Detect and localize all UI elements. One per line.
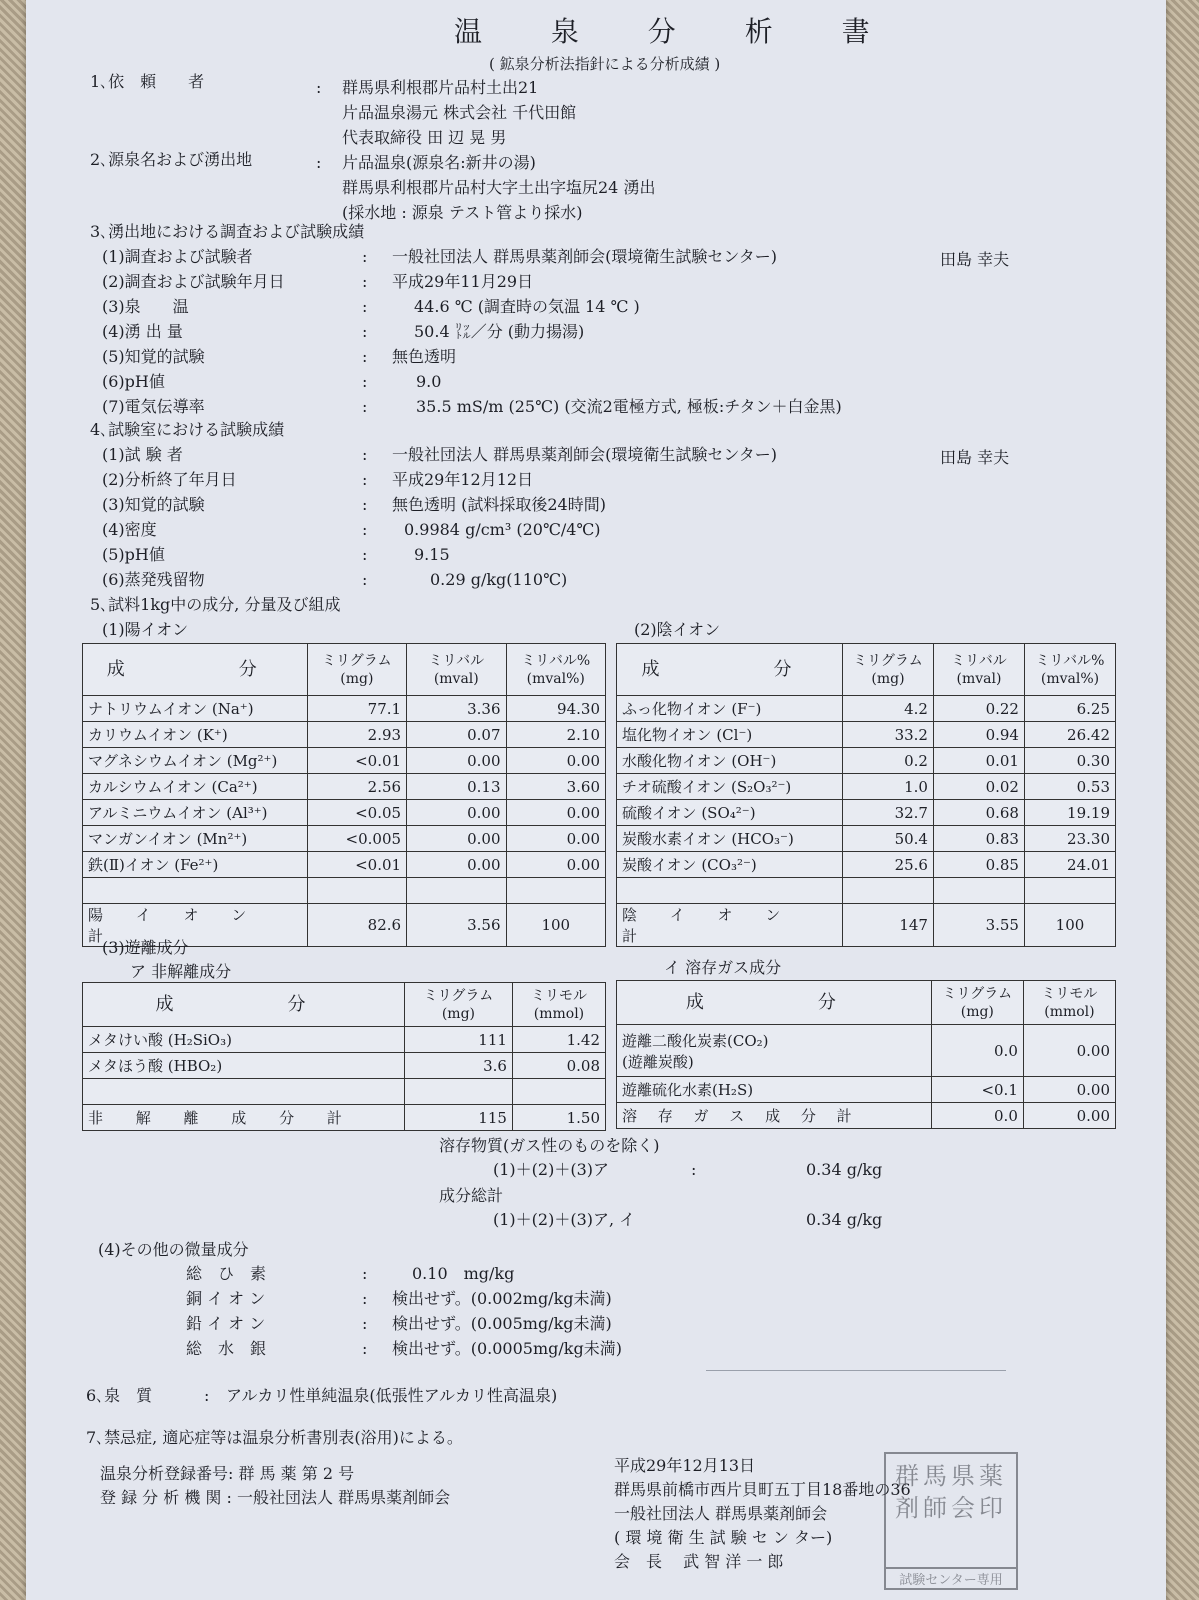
table-row (617, 1025, 1116, 1077)
col-header: 成 分 (83, 644, 308, 696)
cell-value: 0.0 (931, 1025, 1023, 1077)
table-row (83, 1079, 606, 1105)
table-row (83, 774, 606, 800)
official-seal (884, 1452, 1018, 1590)
col-header: ミリグラム (mg) (307, 644, 406, 696)
requester-colon: : (316, 78, 322, 97)
cell-value: 0.53 (1024, 774, 1115, 800)
total-components-formula: (1)＋(2)＋(3)ア, イ (493, 1210, 636, 1229)
s3-item-colon: : (362, 297, 368, 316)
s3-item-label: (3)泉 温 (102, 297, 189, 316)
s3-item-label: (1)調査および試験者 (102, 247, 253, 266)
cell-value: 115 (404, 1105, 512, 1131)
cell-value: 0.00 (506, 852, 605, 878)
seal-subtext: 試験センター専用 (886, 1567, 1016, 1588)
requester-line: 代表取締役 田 辺 晃 男 (342, 128, 507, 147)
table-row (617, 826, 1116, 852)
s4-item-colon: : (362, 470, 368, 489)
cell-value: 3.55 (933, 904, 1024, 947)
table-row (83, 852, 606, 878)
s4-item-value: 平成29年12月12日 (392, 470, 534, 489)
cell-name: アルミニウムイオン (Al³⁺) (83, 800, 308, 826)
source-line: (採水地 : 源泉 テスト管より採水) (342, 203, 583, 222)
table-total-row (83, 1105, 606, 1131)
document-subtitle: ( 鉱泉分析法指針による分析成績 ) (489, 55, 721, 73)
cell-value: 0.08 (512, 1053, 605, 1079)
trace-colon: : (362, 1339, 368, 1358)
cation-label: (1)陽イオン (102, 620, 189, 639)
cell-value: 26.42 (1024, 722, 1115, 748)
cell-value: 25.6 (842, 852, 933, 878)
cell-name: 非 解 離 成 分 計 (83, 1105, 405, 1131)
s3-item-colon: : (362, 372, 368, 391)
dissolved-gas-table (616, 980, 1116, 1129)
s4-item-colon: : (362, 520, 368, 539)
cell-value: 94.30 (506, 696, 605, 722)
col-header: ミリモル (mmol) (1023, 981, 1115, 1025)
dissolved-gas-label: イ 溶存ガス成分 (664, 958, 782, 977)
trace-colon: : (362, 1314, 368, 1333)
col-header: ミリグラム (mg) (931, 981, 1023, 1025)
cell-name: 溶 存 ガ ス 成 分 計 (617, 1103, 932, 1129)
cell-value: <0.1 (931, 1077, 1023, 1103)
cell-name (617, 1025, 932, 1077)
cell-value: 0.02 (933, 774, 1024, 800)
cell-value: 3.36 (407, 696, 506, 722)
s4-item-extra: 田島 幸夫 (940, 448, 1010, 467)
cell-name: 陽 イ オ ン 計 (83, 904, 308, 947)
cell-value: 0.68 (933, 800, 1024, 826)
s3-item-label: (6)pH値 (102, 372, 165, 391)
source-line: 片品温泉(源泉名:新井の湯) (342, 153, 536, 172)
col-header: ミリモル (mmol) (512, 983, 605, 1027)
cell-value (933, 878, 1024, 904)
cell-value: 0.2 (842, 748, 933, 774)
spring-quality-colon: : (204, 1386, 210, 1405)
cell-value: 33.2 (842, 722, 933, 748)
cell-value: 82.6 (307, 904, 406, 947)
cell-name: カルシウムイオン (Ca²⁺) (83, 774, 308, 800)
cell-name: 炭酸イオン (CO₃²⁻) (617, 852, 843, 878)
s4-item-label: (3)知覚的試験 (102, 495, 205, 514)
s3-item-label: (2)調査および試験年月日 (102, 272, 285, 291)
dissolved-matter-colon: : (691, 1160, 697, 1179)
col-header: ミリバル (mval) (407, 644, 506, 696)
s3-item-label: (4)湧 出 量 (102, 322, 183, 341)
s4-item-label: (6)蒸発残留物 (102, 570, 205, 589)
col-header: 成 分 (83, 983, 405, 1027)
cell-value: 0.83 (933, 826, 1024, 852)
dissolved-matter-formula: (1)＋(2)＋(3)ア (493, 1160, 609, 1179)
cell-value (404, 1079, 512, 1105)
s4-item-colon: : (362, 545, 368, 564)
cell-value: 0.00 (1023, 1025, 1115, 1077)
table-row (83, 1027, 606, 1053)
cell-value: 23.30 (1024, 826, 1115, 852)
cell-value: 100 (506, 904, 605, 947)
anion-label: (2)陰イオン (634, 620, 721, 639)
s3-item-label: (5)知覚的試験 (102, 347, 205, 366)
document-page (26, 0, 1166, 1600)
requester-label: 1､依 頼 者 (90, 72, 205, 91)
anion-table (616, 643, 1116, 947)
cell-value: 0.00 (407, 826, 506, 852)
cell-name: メタけい酸 (H₂SiO₃) (83, 1027, 405, 1053)
cell-value: 0.0 (931, 1103, 1023, 1129)
col-header: ミリバル (mval) (933, 644, 1024, 696)
cell-value: 2.56 (307, 774, 406, 800)
table-row (617, 1077, 1116, 1103)
nondissociated-table (82, 982, 606, 1131)
s3-item-value: 9.0 (416, 372, 442, 391)
source-line: 群馬県利根郡片品村大字土出字塩尻24 湧出 (342, 178, 656, 197)
registration-agency: 登 録 分 析 機 関 : 一般社団法人 群馬県薬剤師会 (100, 1488, 451, 1507)
table-row (83, 696, 606, 722)
table-total-row (617, 1103, 1116, 1129)
trace-name: 鉛 イ オ ン (186, 1314, 266, 1333)
table-row (617, 800, 1116, 826)
contraindication-note: 7､禁忌症, 適応症等は温泉分析書別表(浴用)による。 (86, 1428, 463, 1447)
cell-value: 0.00 (506, 826, 605, 852)
table-row (83, 826, 606, 852)
table-row (617, 878, 1116, 904)
cation-table (82, 643, 606, 947)
section3-heading: 3､湧出地における調査および試験成績 (90, 222, 365, 241)
cell-value: <0.05 (307, 800, 406, 826)
s3-item-extra: 田島 幸夫 (940, 250, 1010, 269)
s3-item-value: 無色透明 (392, 347, 457, 366)
source-label: 2､源泉名および湧出地 (90, 150, 253, 169)
cell-value (512, 1079, 605, 1105)
section4-heading: 4､試験室における試験成績 (90, 420, 285, 439)
cell-value: 0.00 (407, 852, 506, 878)
s3-item-colon: : (362, 247, 368, 266)
cell-name: カリウムイオン (K⁺) (83, 722, 308, 748)
seal-text: 群馬県薬剤師会印 (895, 1462, 1007, 1522)
cell-value: 50.4 (842, 826, 933, 852)
table-row (83, 800, 606, 826)
cell-name: マンガンイオン (Mn²⁺) (83, 826, 308, 852)
issuer-address: 群馬県前橋市西片貝町五丁目18番地の36 (614, 1480, 911, 1499)
s3-item-value: 一般社団法人 群馬県薬剤師会(環境衛生試験センター) (392, 247, 777, 266)
s4-item-label: (1)試 験 者 (102, 445, 183, 464)
cell-name: 水酸化物イオン (OH⁻) (617, 748, 843, 774)
s3-item-label: (7)電気伝導率 (102, 397, 205, 416)
table-row (617, 722, 1116, 748)
s4-item-value: 一般社団法人 群馬県薬剤師会(環境衛生試験センター) (392, 445, 777, 464)
requester-line: 片品温泉湯元 株式会社 千代田館 (342, 103, 577, 122)
issue-date: 平成29年12月13日 (614, 1456, 756, 1475)
spring-quality-label: 6､泉 質 (86, 1386, 153, 1405)
cell-value: 0.30 (1024, 748, 1115, 774)
cell-name: ふっ化物イオン (F⁻) (617, 696, 843, 722)
s4-item-value: 0.29 g/kg(110℃) (430, 570, 568, 589)
cell-value: 1.50 (512, 1105, 605, 1131)
cell-value: <0.01 (307, 852, 406, 878)
cell-value: 0.22 (933, 696, 1024, 722)
cell-value: 6.25 (1024, 696, 1115, 722)
cell-value: 0.00 (1023, 1103, 1115, 1129)
trace-name: 銅 イ オ ン (186, 1289, 266, 1308)
trace-name: 総 ひ 素 (186, 1264, 267, 1283)
s4-item-colon: : (362, 570, 368, 589)
cell-name: 遊離硫化水素(H₂S) (617, 1077, 932, 1103)
dissolved-matter-label: 溶存物質(ガス性のものを除く) (439, 1136, 660, 1155)
issuer-center: ( 環 境 衛 生 試 験 セ ン ター) (614, 1528, 833, 1547)
cell-value: 3.60 (506, 774, 605, 800)
cell-value: 0.00 (407, 748, 506, 774)
table-row (83, 722, 606, 748)
s3-item-value: 44.6 ℃ (調査時の気温 14 ℃ ) (414, 297, 640, 316)
table-row (617, 852, 1116, 878)
table-row (617, 696, 1116, 722)
trace-value: 検出せず。(0.005mg/kg未満) (392, 1314, 612, 1333)
source-colon: : (316, 153, 322, 172)
cell-value: 111 (404, 1027, 512, 1053)
cell-name (83, 878, 308, 904)
requester-line: 群馬県利根郡片品村土出21 (342, 78, 539, 97)
co2-line: (遊離炭酸) (622, 1052, 694, 1071)
col-header: ミリバル% (mval%) (1024, 644, 1115, 696)
dissolved-matter-value: 0.34 g/kg (806, 1160, 883, 1179)
cell-value: 1.0 (842, 774, 933, 800)
s4-item-value: 無色透明 (試料採取後24時間) (392, 495, 606, 514)
s3-item-colon: : (362, 397, 368, 416)
s3-item-value: 平成29年11月29日 (392, 272, 534, 291)
document-title: 温 泉 分 析 書 (454, 15, 900, 48)
cell-name: 鉄(Ⅱ)イオン (Fe²⁺) (83, 852, 308, 878)
s3-item-value: 35.5 mS/m (25℃) (交流2電極方式, 極板:チタン＋白金黒) (416, 397, 842, 416)
cell-value: 2.93 (307, 722, 406, 748)
s3-item-value: 50.4 ㍑／分 (動力揚湯) (414, 322, 585, 341)
cell-value: 77.1 (307, 696, 406, 722)
registration-number: 温泉分析登録番号: 群 馬 薬 第 2 号 (100, 1464, 355, 1483)
spring-quality-value: アルカリ性単純温泉(低張性アルカリ性高温泉) (226, 1386, 558, 1405)
cell-value (307, 878, 406, 904)
total-components-label: 成分総計 (439, 1186, 504, 1205)
cell-value (1024, 878, 1115, 904)
s4-item-label: (4)密度 (102, 520, 157, 539)
cell-name: ナトリウムイオン (Na⁺) (83, 696, 308, 722)
cell-value: 19.19 (1024, 800, 1115, 826)
trace-value: 0.10 mg/kg (412, 1264, 515, 1283)
cell-value (506, 878, 605, 904)
table-row (83, 748, 606, 774)
cell-value: 0.85 (933, 852, 1024, 878)
cell-name: チオ硫酸イオン (S₂O₃²⁻) (617, 774, 843, 800)
cell-name: 炭酸水素イオン (HCO₃⁻) (617, 826, 843, 852)
col-header: 成 分 (617, 644, 843, 696)
cell-value: 0.94 (933, 722, 1024, 748)
cell-value: 0.00 (1023, 1077, 1115, 1103)
cell-value: 3.6 (404, 1053, 512, 1079)
cell-value: 0.00 (506, 800, 605, 826)
table-total-row (617, 904, 1116, 947)
cell-value (407, 878, 506, 904)
cell-name: 塩化物イオン (Cl⁻) (617, 722, 843, 748)
s3-item-colon: : (362, 272, 368, 291)
s4-item-value: 9.15 (414, 545, 450, 564)
cell-name: 硫酸イオン (SO₄²⁻) (617, 800, 843, 826)
cell-value: 100 (1024, 904, 1115, 947)
cell-name (617, 878, 843, 904)
cell-value: 0.01 (933, 748, 1024, 774)
cell-value: 4.2 (842, 696, 933, 722)
cell-name: 陰 イ オ ン 計 (617, 904, 843, 947)
divider (706, 1370, 1006, 1371)
s4-item-label: (2)分析終了年月日 (102, 470, 237, 489)
cell-value: 147 (842, 904, 933, 947)
trace-components-label: (4)その他の微量成分 (98, 1240, 249, 1259)
col-header: ミリグラム (mg) (404, 983, 512, 1027)
cell-value: 2.10 (506, 722, 605, 748)
cell-value: 32.7 (842, 800, 933, 826)
nondissociated-label: ア 非解離成分 (130, 962, 232, 981)
cell-value: <0.005 (307, 826, 406, 852)
trace-colon: : (362, 1289, 368, 1308)
cell-value: 24.01 (1024, 852, 1115, 878)
cell-name: メタほう酸 (HBO₂) (83, 1053, 405, 1079)
s4-item-colon: : (362, 495, 368, 514)
section5-heading: 5､試料1kg中の成分, 分量及び組成 (90, 595, 341, 614)
s4-item-value: 0.9984 g/cm³ (20℃/4℃) (404, 520, 601, 539)
s4-item-colon: : (362, 445, 368, 464)
trace-value: 検出せず。(0.0005mg/kg未満) (392, 1339, 622, 1358)
cell-value: <0.01 (307, 748, 406, 774)
cell-value: 3.56 (407, 904, 506, 947)
cell-value: 1.42 (512, 1027, 605, 1053)
table-row (617, 774, 1116, 800)
cell-name: マグネシウムイオン (Mg²⁺) (83, 748, 308, 774)
table-row (83, 1053, 606, 1079)
col-header: 成 分 (617, 981, 932, 1025)
free-components-label: (3)遊離成分 (102, 938, 189, 957)
table-row (617, 748, 1116, 774)
total-components-value: 0.34 g/kg (806, 1210, 883, 1229)
s3-item-colon: : (362, 322, 368, 341)
s4-item-label: (5)pH値 (102, 545, 165, 564)
table-row (83, 878, 606, 904)
trace-name: 総 水 銀 (186, 1339, 267, 1358)
issuer-organization: 一般社団法人 群馬県薬剤師会 (614, 1504, 828, 1523)
cell-value: 0.00 (506, 748, 605, 774)
col-header: ミリグラム (mg) (842, 644, 933, 696)
co2-line: 遊離二酸化炭素(CO₂) (622, 1031, 769, 1050)
cell-value: 0.13 (407, 774, 506, 800)
col-header: ミリバル% (mval%) (506, 644, 605, 696)
cell-value: 0.00 (407, 800, 506, 826)
cell-value: 0.07 (407, 722, 506, 748)
trace-value: 検出せず。(0.002mg/kg未満) (392, 1289, 612, 1308)
cell-value (842, 878, 933, 904)
cell-name (83, 1079, 405, 1105)
s3-item-colon: : (362, 347, 368, 366)
issuer-chairman: 会 長 武 智 洋 一 郎 (614, 1552, 784, 1571)
trace-colon: : (362, 1264, 368, 1283)
